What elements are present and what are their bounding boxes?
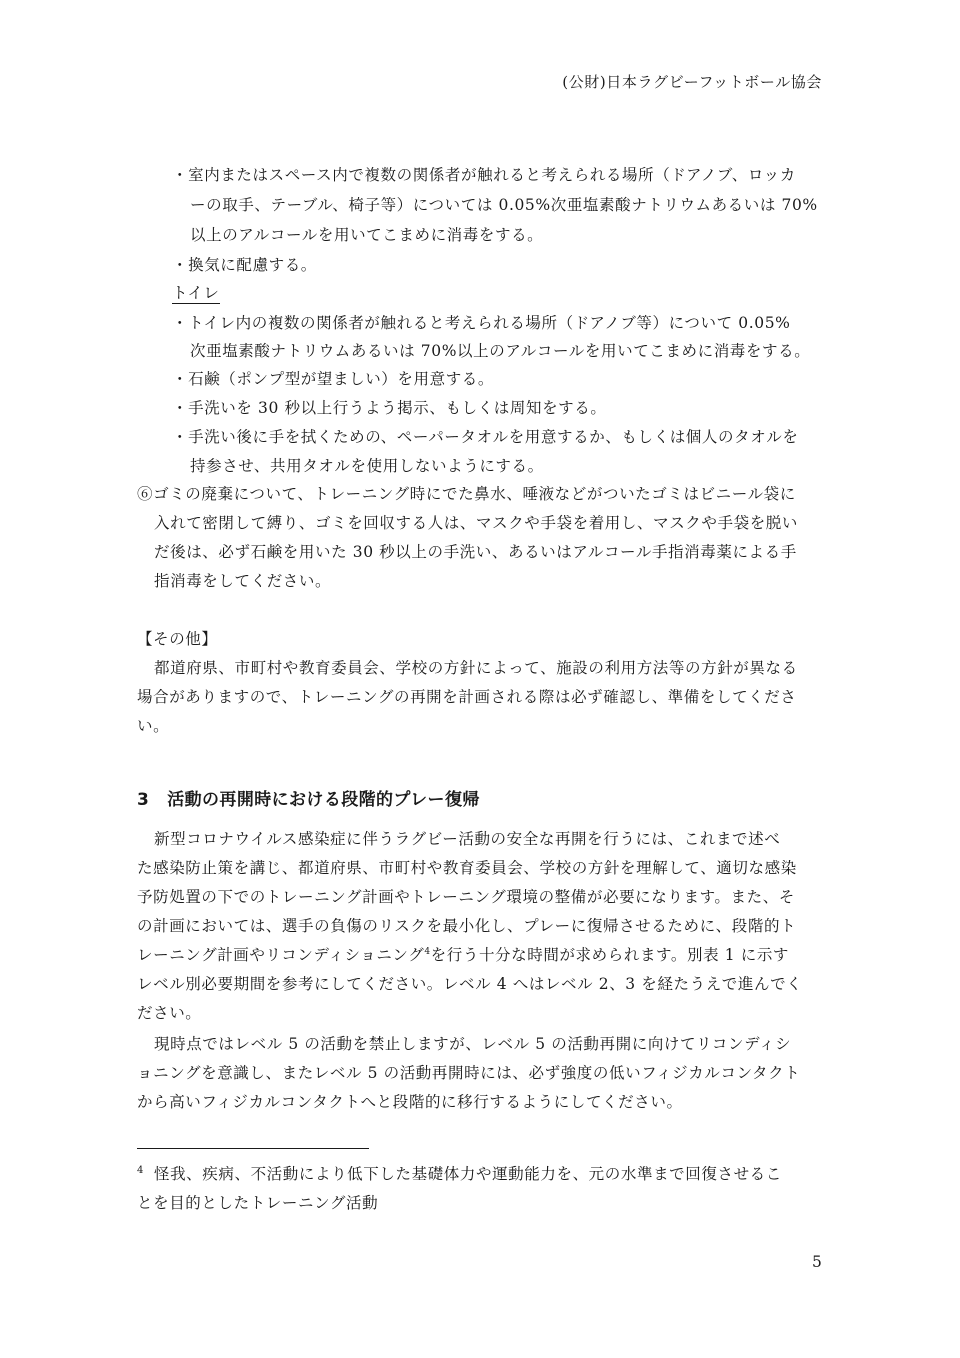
- other-line-3: い。: [137, 717, 170, 735]
- toilet-title-text: トイレ: [172, 284, 220, 302]
- section-3-title: 活動の再開時における段階的プレー復帰: [167, 790, 480, 810]
- toilet-line-2: 次亜塩素酸ナトリウムあるいは 70%以上のアルコールを用いてこまめに消毒をする。: [190, 342, 811, 360]
- other-line-1: 都道府県、市町村や教育委員会、学校の方針によって、施設の利用方法等の方針が異なる: [154, 659, 798, 677]
- toilet-line-3: ・石鹸（ポンプ型が望ましい）を用意する。: [172, 370, 495, 388]
- other-title: 【その他】: [137, 630, 218, 648]
- s3-para2-line-2: ョニングを意識し、またレベル 5 の活動再開時には、必ず強度の低いフィジカルコンタクト: [137, 1064, 801, 1082]
- s3-para1-line-7: ださい。: [137, 1004, 202, 1022]
- footnote-line-1: [137, 1165, 782, 1184]
- s3-para1-line-5-after: を行う十分な時間が求められます。別表 1 に示す: [430, 946, 790, 964]
- s3-para1-line-2: た感染防止策を講じ、都道府県、市町村や教育委員会、学校の方針を理解して、適切な感染: [137, 859, 797, 877]
- garbage-line-2: 入れて密閉して縛り、ゴミを回収する人は、マスクや手袋を着用し、マスクや手袋を脱い: [154, 514, 799, 532]
- garbage-line-1: ⑥ゴミの廃棄について、トレーニング時にでた鼻水、唾液などがついたゴミはビニール袋に: [137, 485, 796, 503]
- toilet-line-6: 持参させ、共用タオルを使用しないようにする。: [190, 457, 544, 475]
- organization-header: (公財)日本ラグビーフットボール協会: [562, 73, 822, 91]
- indoor-line-2: ーの取手、テーブル、椅子等）については 0.05%次亜塩素酸ナトリウムあるいは 70%: [190, 196, 818, 214]
- toilet-title: [172, 284, 220, 303]
- s3-para1-line-5: [137, 946, 789, 965]
- s3-para1-line-4: の計画においては、選手の負傷のリスクを最小化し、プレーに復帰させるために、段階的ト: [137, 917, 797, 935]
- garbage-line-3: だ後は、必ず石鹸を用いた 30 秒以上の手洗い、あるいはアルコール手指消毒薬による手: [154, 543, 797, 561]
- indoor-line-4: ・換気に配慮する。: [172, 256, 317, 274]
- footnote-line-2: とを目的としたトレーニング活動: [137, 1194, 379, 1212]
- s3-para1-line-5-before: レーニング計画やリコンディショニング: [137, 946, 425, 964]
- toilet-line-4: ・手洗いを 30 秒以上行うよう掲示、もしくは周知をする。: [172, 399, 607, 417]
- s3-para1-line-1: 新型コロナウイルス感染症に伴うラグビー活動の安全な再開を行うには、これまで述べ: [154, 830, 781, 848]
- section-3-heading: [137, 790, 480, 811]
- indoor-line-1: ・室内またはスペース内で複数の関係者が触れると考えられる場所（ドアノブ、ロッカ: [172, 166, 796, 184]
- s3-para2-line-1: 現時点ではレベル 5 の活動を禁止しますが、レベル 5 の活動再開に向けてリコンディシ: [154, 1035, 792, 1053]
- garbage-line-4: 指消毒をしてください。: [154, 572, 332, 590]
- section-3-number: 3: [137, 790, 150, 810]
- toilet-line-1: ・トイレ内の複数の関係者が触れると考えられる場所（ドアノブ等）について 0.05%: [172, 314, 791, 332]
- s3-para1-line-6: レベル別必要期間を参考にしてください。レベル 4 へはレベル 2、3 を経たうえで進んでく: [137, 975, 803, 993]
- footnote-mark: 4: [137, 1165, 144, 1176]
- footnote-text-1: 怪我、疾病、不活動により低下した基礎体力や運動能力を、元の水準まで回復させるこ: [153, 1165, 782, 1183]
- s3-para1-line-3: 予防処置の下でのトレーニング計画やトレーニング環境の整備が必要になります。また、そ: [137, 888, 795, 906]
- toilet-line-5: ・手洗い後に手を拭くための、ペーパータオルを用意するか、もしくは個人のタオルを: [172, 428, 799, 446]
- indoor-line-3: 以上のアルコールを用いてこまめに消毒をする。: [190, 226, 544, 244]
- other-line-2: 場合がありますので、トレーニングの再開を計画される際は必ず確認し、準備をしてくださ: [137, 688, 797, 706]
- footnote-divider: [137, 1148, 369, 1149]
- footnote-reference: 4: [424, 946, 431, 957]
- page-number: 5: [812, 1253, 823, 1271]
- s3-para2-line-3: から高いフィジカルコンタクトへと段階的に移行するようにしてください。: [137, 1093, 683, 1111]
